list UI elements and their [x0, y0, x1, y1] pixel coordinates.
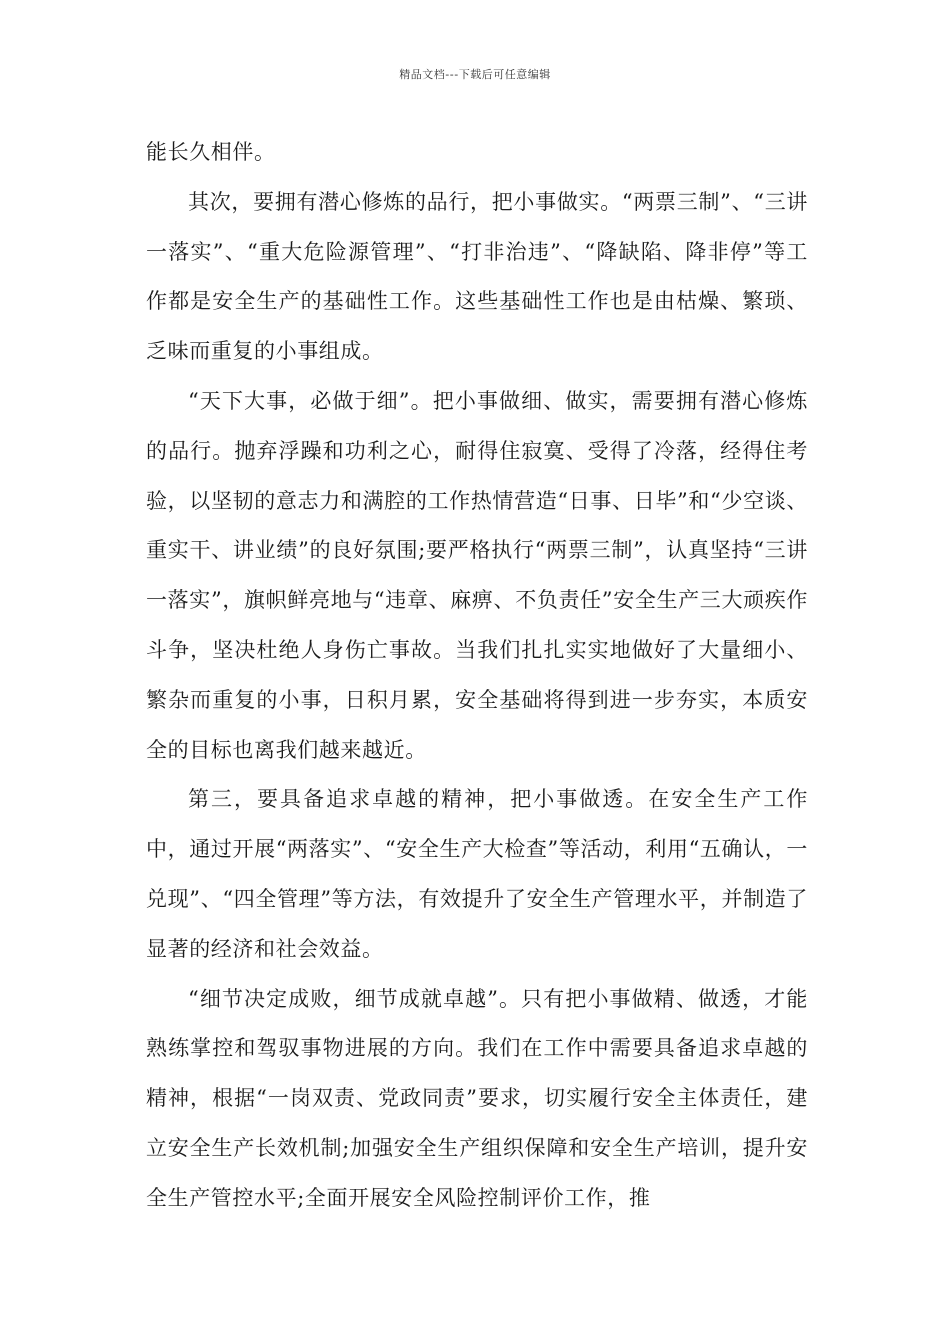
paragraph-continuation: 能长久相伴。 [146, 140, 276, 164]
paragraph-third-point: 第三，要具备追求卓越的精神，把小事做透。在安全生产工作中，通过开展“两落实”、“安全生产大检查”等活动，利用“五确认，一兑现”、“四全管理”等方法，有效提升了安全生产管理水平，并制造了显著的经济和社会效益。 [146, 787, 808, 961]
paragraph-details-excellence: “细节决定成败，细节成就卓越”。只有把小事做精、做透，才能熟练掌控和驾驭事物进展的方向。我们在工作中需要具备追求卓越的精神，根据“一岗双责、党政同责”要求，切实履行安全主体责任，建立安全生产长效机制;加强安全生产组织保障和安全生产培训，提升安全生产管控水平;全面开展安全风险控制评价工作，推 [146, 986, 808, 1210]
page-header: 精品文档---下载后可任意编辑 [399, 68, 551, 81]
document-body [146, 128, 808, 1224]
paragraph-second-point: 其次，要拥有潜心修炼的品行，把小事做实。“两票三制”、“三讲一落实”、“重大危险源管理”、“打非治违”、“降缺陷、降非停”等工作都是安全生产的基础性工作。这些基础性工作也是由枯燥、繁琐、乏味而重复的小事组成。 [146, 189, 808, 364]
paragraph-attention-to-detail: “天下大事，必做于细”。把小事做细、做实，需要拥有潜心修炼的品行。抛弃浮躁和功利之心，耐得住寂寞、受得了冷落，经得住考验，以坚韧的意志力和满腔的工作热情营造“日事、日毕”和“少空谈、重实干、讲业绩”的良好氛围;要严格执行“两票三制”，认真坚持“三讲一落实”，旗帜鲜亮地与“违章、麻痹、不负责任”安全生产三大顽疾作斗争，坚决杜绝人身伤亡事故。当我们扎扎实实地做好了大量细小、繁杂而重复的小事，日积月累，安全基础将得到进一步夯实，本质安全的目标也离我们越来越近。 [146, 388, 808, 762]
